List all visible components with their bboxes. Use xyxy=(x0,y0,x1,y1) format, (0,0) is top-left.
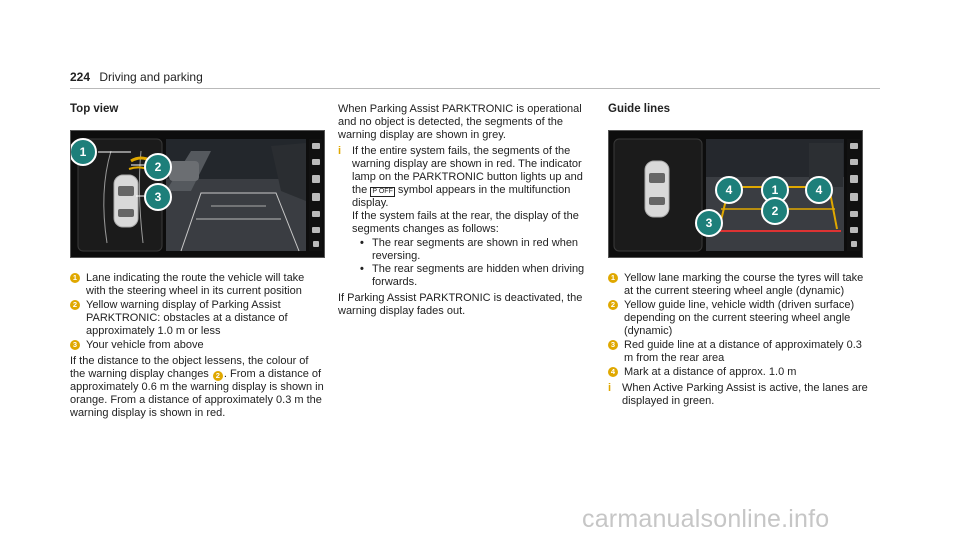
legend-text: Yellow warning display of Parking Assist PARKTRONIC: obstacles at a distance of approximately 1.0 m or less xyxy=(86,299,288,337)
number-badge: 3 xyxy=(608,340,618,350)
colour-change-paragraph: If the distance to the object lessens, the colour of the warning display changes 2 . From a distance of approximately 0.6 m the warning display is shown in orange. From a distance of approximately 0.3 m the warning display is shown in red. xyxy=(70,355,324,419)
guide-lines-legend xyxy=(608,272,873,379)
number-badge: 1 xyxy=(608,273,618,283)
number-badge: 1 xyxy=(70,273,80,283)
callout-4: 4 xyxy=(715,176,743,204)
callout-3: 3 xyxy=(144,183,172,211)
guide-lines-column xyxy=(608,103,873,408)
top-view-legend xyxy=(70,272,325,352)
number-badge: 3 xyxy=(70,340,80,350)
legend-item xyxy=(608,272,873,298)
list-item: • The rear segments are hidden when driving forwards. xyxy=(360,263,585,288)
legend-text: Lane indicating the route the vehicle will take with the steering wheel in its current position xyxy=(86,272,305,297)
legend-item xyxy=(608,299,873,338)
page-number: 224 xyxy=(70,70,91,84)
legend-item xyxy=(70,272,325,298)
callout-1: 1 xyxy=(70,138,97,166)
legend-text: Red guide line at a distance of approximately 0.3 m from the rear area xyxy=(624,339,862,364)
legend-text: Yellow guide line, vehicle width (driven surface) depending on the current steering wheel angle (dynamic) xyxy=(624,299,855,337)
header-rule xyxy=(70,88,880,89)
callout-3: 3 xyxy=(695,209,723,237)
legend-text: Mark at a distance of approx. 1.0 m xyxy=(624,366,797,378)
outro-paragraph: If Parking Assist PARKTRONIC is deactivated, the warning display fades out. xyxy=(338,292,583,317)
callout-1: 1 xyxy=(761,176,789,204)
info-note xyxy=(608,382,873,408)
info-note xyxy=(338,145,600,236)
legend-text: Your vehicle from above xyxy=(86,339,204,351)
callout-4: 4 xyxy=(805,176,833,204)
note-body xyxy=(352,145,600,236)
top-view-column xyxy=(70,103,325,420)
bullet-icon: • xyxy=(360,237,364,249)
guide-lines-heading: Guide lines xyxy=(608,103,670,115)
legend-item xyxy=(608,366,873,379)
top-view-heading: Top view xyxy=(70,103,119,115)
watermark: carmanualsonline.info xyxy=(582,505,830,533)
callout-2: 2 xyxy=(144,153,172,181)
number-badge: 4 xyxy=(608,367,618,377)
page-header xyxy=(70,70,203,84)
bullet-icon: • xyxy=(360,263,364,275)
legend-text: Yellow lane marking the course the tyres will take at the current steering wheel angle (dynamic) xyxy=(624,272,864,297)
note-text: When Active Parking Assist is active, the lanes are displayed in green. xyxy=(622,382,868,407)
callout-2: 2 xyxy=(761,197,789,225)
middle-column xyxy=(338,103,600,318)
number-badge: 2 xyxy=(608,300,618,310)
number-badge: 2 xyxy=(213,371,223,381)
guide-lines-screen-image xyxy=(608,130,863,258)
number-badge: 2 xyxy=(70,300,80,310)
parktronic-off-icon: P OFF xyxy=(372,188,393,195)
note-paragraph: If the entire system fails, the segments of the warning display are shown in red. The indicator lamp on the PARKTRONIC button lights up and the P OFF symbol appears in the multifunction display. xyxy=(352,145,583,209)
top-view-screen-image xyxy=(70,130,325,258)
legend-item xyxy=(608,339,873,365)
intro-paragraph: When Parking Assist PARKTRONIC is operational and no object is detected, the segments of the warning display are shown in grey. xyxy=(338,103,582,141)
note-paragraph-2: If the system fails at the rear, the display of the segments changes as follows: xyxy=(352,210,579,235)
bullet-list xyxy=(360,237,600,289)
info-icon: i xyxy=(608,382,612,394)
section-title: Driving and parking xyxy=(99,70,203,84)
top-view-illustration xyxy=(71,131,324,257)
info-icon: i xyxy=(338,145,342,157)
legend-item xyxy=(70,299,325,338)
list-item: • The rear segments are shown in red when reversing. xyxy=(360,237,579,262)
legend-item xyxy=(70,339,325,352)
